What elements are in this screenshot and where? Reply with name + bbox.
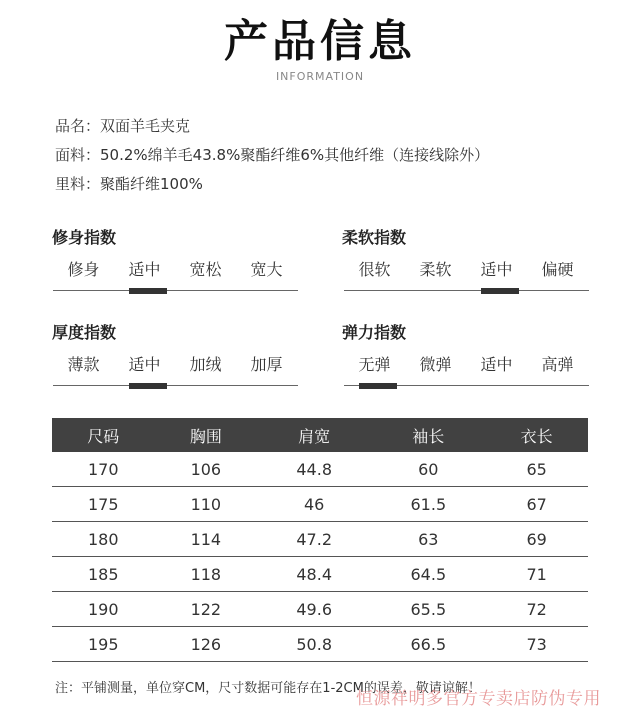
index-option: 柔软 bbox=[419, 260, 452, 279]
page-subtitle: INFORMATION bbox=[275, 70, 365, 83]
index-option: 宽松 bbox=[189, 260, 222, 279]
size-table bbox=[52, 418, 588, 662]
index-line bbox=[53, 290, 298, 291]
index-marker bbox=[481, 288, 519, 294]
info-value: 双面羊毛夹克 bbox=[100, 117, 191, 135]
column-header: 尺码 bbox=[52, 418, 155, 452]
table-cell: 73 bbox=[485, 627, 588, 662]
watermark-text: 恒源祥明多官方专卖店防伪专用 bbox=[356, 689, 601, 709]
info-line-lining bbox=[55, 174, 203, 194]
thickness-index-scale bbox=[53, 354, 298, 394]
table-cell: 170 bbox=[52, 452, 155, 487]
table-cell: 63 bbox=[371, 522, 485, 557]
table-cell: 60 bbox=[371, 452, 485, 487]
softness-index-scale bbox=[344, 259, 589, 299]
table-cell: 190 bbox=[52, 592, 155, 627]
index-option: 适中 bbox=[480, 355, 513, 374]
table-cell: 118 bbox=[155, 557, 258, 592]
table-cell: 69 bbox=[485, 522, 588, 557]
index-line bbox=[53, 385, 298, 386]
index-option: 很软 bbox=[358, 260, 391, 279]
softness-index-title: 柔软指数 bbox=[342, 228, 407, 247]
table-cell: 175 bbox=[52, 487, 155, 522]
column-header: 肩宽 bbox=[257, 418, 371, 452]
table-cell: 44.8 bbox=[257, 452, 371, 487]
index-option: 偏硬 bbox=[541, 260, 574, 279]
table-cell: 71 bbox=[485, 557, 588, 592]
elasticity-index-title: 弹力指数 bbox=[342, 323, 407, 342]
column-header: 胸围 bbox=[155, 418, 258, 452]
index-option: 加绒 bbox=[189, 355, 222, 374]
table-cell: 122 bbox=[155, 592, 258, 627]
table-cell: 66.5 bbox=[371, 627, 485, 662]
table-header-row bbox=[52, 418, 588, 452]
page-title: 产品信息 bbox=[224, 16, 416, 67]
table-row bbox=[52, 522, 588, 557]
table-cell: 50.8 bbox=[257, 627, 371, 662]
table-row bbox=[52, 557, 588, 592]
table-cell: 65 bbox=[485, 452, 588, 487]
table-cell: 48.4 bbox=[257, 557, 371, 592]
table-cell: 110 bbox=[155, 487, 258, 522]
info-value: 50.2%绵羊毛43.8%聚酯纤维6%其他纤维（连接线除外） bbox=[100, 146, 490, 164]
index-option: 修身 bbox=[67, 260, 100, 279]
table-cell: 47.2 bbox=[257, 522, 371, 557]
index-option: 高弹 bbox=[541, 355, 574, 374]
table-row bbox=[52, 592, 588, 627]
index-marker bbox=[129, 383, 167, 389]
index-line bbox=[344, 290, 589, 291]
index-option: 宽大 bbox=[250, 260, 283, 279]
table-cell: 195 bbox=[52, 627, 155, 662]
table-row bbox=[52, 487, 588, 522]
column-header: 袖长 bbox=[371, 418, 485, 452]
index-option: 薄款 bbox=[67, 355, 100, 374]
index-option: 适中 bbox=[128, 355, 161, 374]
measurement-note: 注：平铺测量，单位穿CM，尺寸数据可能存在1-2CM的误差，敬请谅解！ bbox=[55, 681, 481, 696]
info-label: 品名： bbox=[55, 117, 101, 135]
table-cell: 106 bbox=[155, 452, 258, 487]
index-option: 适中 bbox=[480, 260, 513, 279]
table-cell: 61.5 bbox=[371, 487, 485, 522]
info-label: 面料： bbox=[55, 146, 101, 164]
info-line-fabric bbox=[55, 145, 489, 165]
fit-index-scale bbox=[53, 259, 298, 299]
index-option: 微弹 bbox=[419, 355, 452, 374]
info-value: 聚酯纤维100% bbox=[100, 175, 203, 193]
table-cell: 64.5 bbox=[371, 557, 485, 592]
index-option: 无弹 bbox=[358, 355, 391, 374]
table-cell: 49.6 bbox=[257, 592, 371, 627]
table-cell: 46 bbox=[257, 487, 371, 522]
index-marker bbox=[129, 288, 167, 294]
thickness-index-title: 厚度指数 bbox=[52, 323, 117, 342]
table-cell: 72 bbox=[485, 592, 588, 627]
table-cell: 65.5 bbox=[371, 592, 485, 627]
info-label: 里料： bbox=[55, 175, 101, 193]
table-cell: 67 bbox=[485, 487, 588, 522]
table-cell: 126 bbox=[155, 627, 258, 662]
index-option: 适中 bbox=[128, 260, 161, 279]
fit-index-title: 修身指数 bbox=[52, 228, 117, 247]
table-cell: 114 bbox=[155, 522, 258, 557]
column-header: 衣长 bbox=[485, 418, 588, 452]
table-row bbox=[52, 627, 588, 662]
table-cell: 180 bbox=[52, 522, 155, 557]
elasticity-index-scale bbox=[344, 354, 589, 394]
index-option: 加厚 bbox=[250, 355, 283, 374]
table-row bbox=[52, 452, 588, 487]
index-marker bbox=[359, 383, 397, 389]
table-cell: 185 bbox=[52, 557, 155, 592]
info-line-name bbox=[55, 116, 190, 136]
